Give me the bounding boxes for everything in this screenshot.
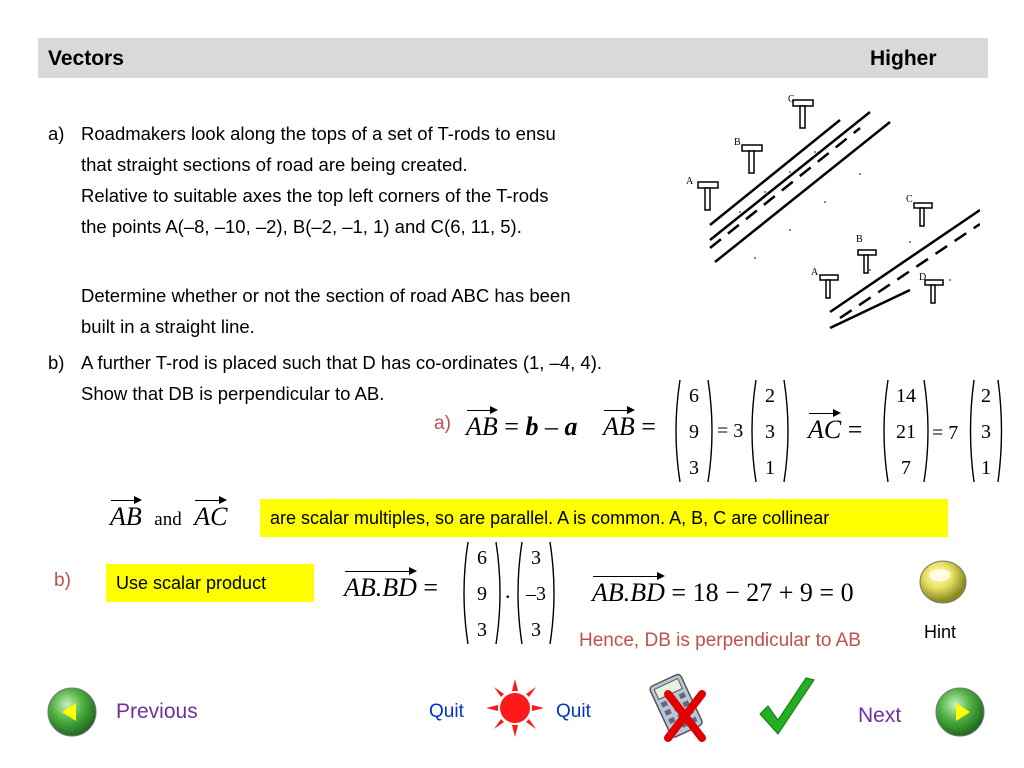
dot: [754, 257, 756, 259]
t-rod-stem: [931, 285, 935, 303]
road-diagram: [680, 90, 980, 340]
level-label: Higher: [870, 47, 937, 70]
vector-component: 3: [477, 619, 487, 641]
quit-right-label[interactable]: Quit: [556, 701, 591, 722]
question-b-line: A further T-rod is placed such that D has co-ordinates (1, –4, 4).: [81, 352, 603, 373]
vector-component: 2: [981, 385, 991, 407]
dot: [859, 173, 861, 175]
question-a-text: [81, 118, 673, 242]
question-a-line: the points A(–8, –10, –2), B(–2, –1, 1) and C(6, 11, 5).: [81, 216, 522, 237]
calculator-not-allowed: [640, 668, 720, 748]
vector-component: 6: [689, 385, 699, 407]
question-a-line: Roadmakers look along the tops of a set of T-rods to ensu: [81, 123, 556, 144]
dot: [789, 229, 791, 231]
vector-component: 1: [765, 457, 775, 479]
road-edge: [710, 128, 860, 248]
diagram-label: D: [919, 272, 927, 283]
vector-component: 7: [901, 457, 911, 479]
dot: [789, 171, 791, 173]
t-rod-top: [698, 182, 718, 188]
vector-component: 21: [896, 421, 916, 443]
t-rod-stem: [705, 188, 710, 210]
sun-icon[interactable]: [486, 679, 544, 737]
vector-component: 3: [689, 457, 699, 479]
t-rod-stem: [800, 106, 805, 128]
t-rod-stem: [920, 208, 924, 226]
minus-sign: –: [544, 412, 558, 441]
equals-sign: =: [423, 573, 439, 602]
multiplier-7: = 7: [932, 422, 959, 444]
previous-label[interactable]: Previous: [116, 700, 198, 723]
vector-ab-column: [680, 378, 708, 486]
previous-button[interactable]: [46, 686, 98, 738]
vector-component: 14: [896, 385, 916, 407]
question-b-line: Show that DB is perpendicular to AB.: [81, 383, 385, 404]
and-word: and: [154, 509, 182, 530]
dot: [869, 269, 871, 271]
next-button[interactable]: [934, 686, 986, 738]
road-edge: [710, 112, 870, 240]
vector-ab-bd: AB.BD: [592, 578, 665, 607]
vector-ab-bd: AB.BD: [344, 573, 417, 602]
vector-component: 3: [765, 421, 775, 443]
solution-a-label: a): [434, 413, 451, 434]
road-edge: [710, 120, 840, 225]
dot: [949, 279, 951, 281]
vector-component: 2: [765, 385, 775, 407]
vector-ab: AB: [466, 412, 498, 441]
header-bar: [38, 38, 988, 78]
dot: [764, 191, 766, 193]
vector-a: a: [564, 412, 578, 441]
question-a-determine-line: Determine whether or not the section of road ABC has been: [81, 285, 571, 306]
hint-bulb-icon[interactable]: [920, 561, 966, 603]
vector-component: –3: [526, 583, 546, 605]
solution-b-label: b): [54, 570, 71, 591]
equals-sign: =: [847, 415, 863, 444]
question-b-label: b): [48, 352, 65, 373]
diagram-label: C: [906, 194, 913, 205]
diagram-label: B: [734, 137, 741, 148]
vector-b: b: [525, 412, 539, 441]
vector-component: 3: [531, 547, 541, 569]
t-rod-stem: [864, 255, 868, 273]
ab-equals-b-minus-a: [466, 412, 577, 442]
diagram-label: A: [686, 176, 694, 187]
t-rod-stem: [749, 151, 754, 173]
collinear-conclusion: are scalar multiples, so are parallel. A is common. A, B, C are collinear: [270, 508, 830, 528]
diagram-label: A: [811, 267, 819, 278]
dot-product-result: [592, 578, 854, 608]
vector-component: 1: [981, 457, 991, 479]
dot-product-value: = 18 − 27 + 9 = 0: [671, 578, 854, 607]
quit-left-label[interactable]: Quit: [429, 701, 464, 722]
vector-bd-column: [518, 540, 554, 648]
road-edge: [830, 210, 980, 312]
hint-label[interactable]: Hint: [924, 622, 957, 642]
vector-ac-column: [888, 378, 924, 486]
diagram-label: B: [856, 234, 863, 245]
vector-component: 3: [531, 619, 541, 641]
road-edge: [830, 290, 910, 328]
vector-component: 9: [689, 421, 699, 443]
t-rod-stem: [826, 280, 830, 298]
dot: [909, 241, 911, 243]
page-title: Vectors: [48, 47, 124, 70]
scalar-product-hint: Use scalar product: [116, 573, 267, 593]
ac-equals: [808, 415, 862, 445]
vector-component: 6: [477, 547, 487, 569]
vector-component: 9: [477, 583, 487, 605]
vector-component: 3: [981, 421, 991, 443]
multiplier-3: = 3: [717, 420, 744, 442]
diagram-label: C: [788, 94, 795, 105]
vector-ac: AC: [808, 415, 842, 444]
question-b-text: [81, 347, 602, 409]
perpendicular-conclusion: Hence, DB is perpendicular to AB: [579, 630, 861, 651]
equals-sign: =: [504, 412, 519, 441]
unit-ab-column: [756, 378, 784, 486]
unit-ac-column: [974, 378, 998, 486]
ab-and-ac: [110, 502, 227, 532]
dot: [739, 211, 741, 213]
road-edge: [715, 122, 890, 262]
dot-product-lhs: [344, 573, 438, 603]
dot-operator: .: [505, 578, 511, 603]
quit-button[interactable]: [484, 677, 546, 739]
hint-button[interactable]: [918, 557, 968, 607]
vector-ab: AB: [110, 502, 142, 531]
question-a-label: a): [48, 123, 65, 144]
question-a-line: that straight sections of road are being created.: [81, 154, 468, 175]
vector-ac: AC: [194, 502, 228, 531]
question-a-determine: [81, 280, 571, 342]
dot: [824, 201, 826, 203]
vector-ab-column: [468, 540, 496, 648]
t-rod-top: [742, 145, 762, 151]
check-icon: [756, 674, 818, 738]
question-a-determine-line: built in a straight line.: [81, 316, 255, 337]
ab-equals: [603, 412, 656, 442]
dot: [814, 151, 816, 153]
vector-ab: AB: [603, 412, 635, 441]
question-a-line: Relative to suitable axes the top left corners of the T-rods: [81, 185, 549, 206]
next-label[interactable]: Next: [858, 704, 902, 727]
equals-sign: =: [641, 412, 656, 441]
t-rod-top: [793, 100, 813, 106]
